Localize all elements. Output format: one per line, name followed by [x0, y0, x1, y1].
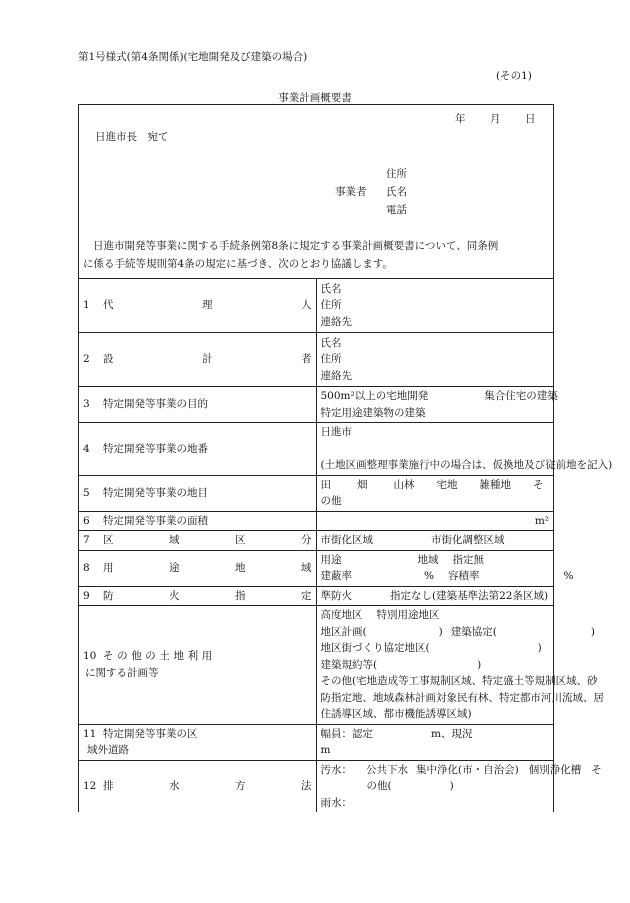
row-land-category: 5 特定開発等事業の地目 田 畑 山林 宅地 雑種地 その他 — [79, 475, 554, 511]
row-use-district: 8 用 途 地 域 用途 地域 指定無 建蔽率 % 容積率 % — [79, 550, 554, 586]
address-label: 住所 — [386, 168, 407, 180]
statement-line-2: に係る手続等規則第4条の規定に基づき、次のとおり協議します。 — [83, 258, 393, 270]
plan-summary-table — [78, 104, 613, 812]
row-area: 6 特定開発等事業の面積 m² — [79, 511, 554, 531]
applicant-label: 事業者 — [335, 186, 367, 198]
row-purpose: 3 特定開発等事業の目的 500m²以上の宅地開発 集合住宅の建築 特定用途建築物の建築 — [79, 387, 554, 423]
row-fire-prevention: 9 防 火 指 定 準防火 指定なし(建築基準法第22条区域) — [79, 586, 554, 606]
phone-label: 電話 — [386, 204, 407, 216]
date-month: 月 — [490, 113, 501, 125]
date-year: 年 — [455, 113, 466, 125]
row-lot-number: 4 特定開発等事業の地番 日進市 (土地区画整理事業施行中の場合は、仮換地及び従前地を記入) — [79, 423, 554, 476]
purpose-opt-3: 特定用途建築物の建築 — [320, 406, 426, 419]
intro-cell — [79, 105, 554, 279]
row-area-division: 7 区 域 区 分 市街化区域 市街化調整区域 — [79, 531, 554, 551]
page-index: (その1) — [496, 70, 532, 82]
row-drainage: 12 排 水 方 法 汚水： 公共下水 集中浄化(市・自治会) 個別浄化槽 そ の他( ) 雨水： — [79, 760, 554, 812]
area-unit: m² — [534, 514, 549, 527]
row-other-land-use: 10 その他の土地利用 に関する計画等 高度地区 特別用途地区 地区計画( ) 建築協定( ) 地区街づくり協定地区( ) 建築規約等( ) その他(宅地造成等工事規制区域、特定盛土等規制区域、砂 防指定地、地域森林計画対象民有林、特定都市河川流域、居 住誘導区域、都市機能誘導区域) — [79, 606, 554, 725]
row-designer: 2 設 計 者 氏名 住所 連絡先 — [79, 333, 554, 387]
purpose-opt-1: 500m²以上の宅地開発 — [320, 390, 429, 402]
row-agent: 1 代 理 人 氏名 住所 連絡先 — [79, 279, 554, 333]
statement-line-1: 日進市開発等事業に関する手続条例第8条に規定する事業計画概要書について、同条例 — [93, 240, 499, 252]
addressee: 日進市長 宛て — [95, 131, 169, 143]
name-label: 氏名 — [386, 186, 407, 198]
date-day: 日 — [525, 113, 536, 125]
form-title: 第1号様式(第4条関係)(宅地開発及び建築の場合) — [78, 51, 308, 63]
purpose-opt-2: 集合住宅の建築 — [484, 390, 558, 402]
document-title: 事業計画概要書 — [278, 92, 352, 104]
row-road: 11 特定開発等事業の区 域外道路 幅員：認定 m、現況m — [79, 724, 554, 760]
